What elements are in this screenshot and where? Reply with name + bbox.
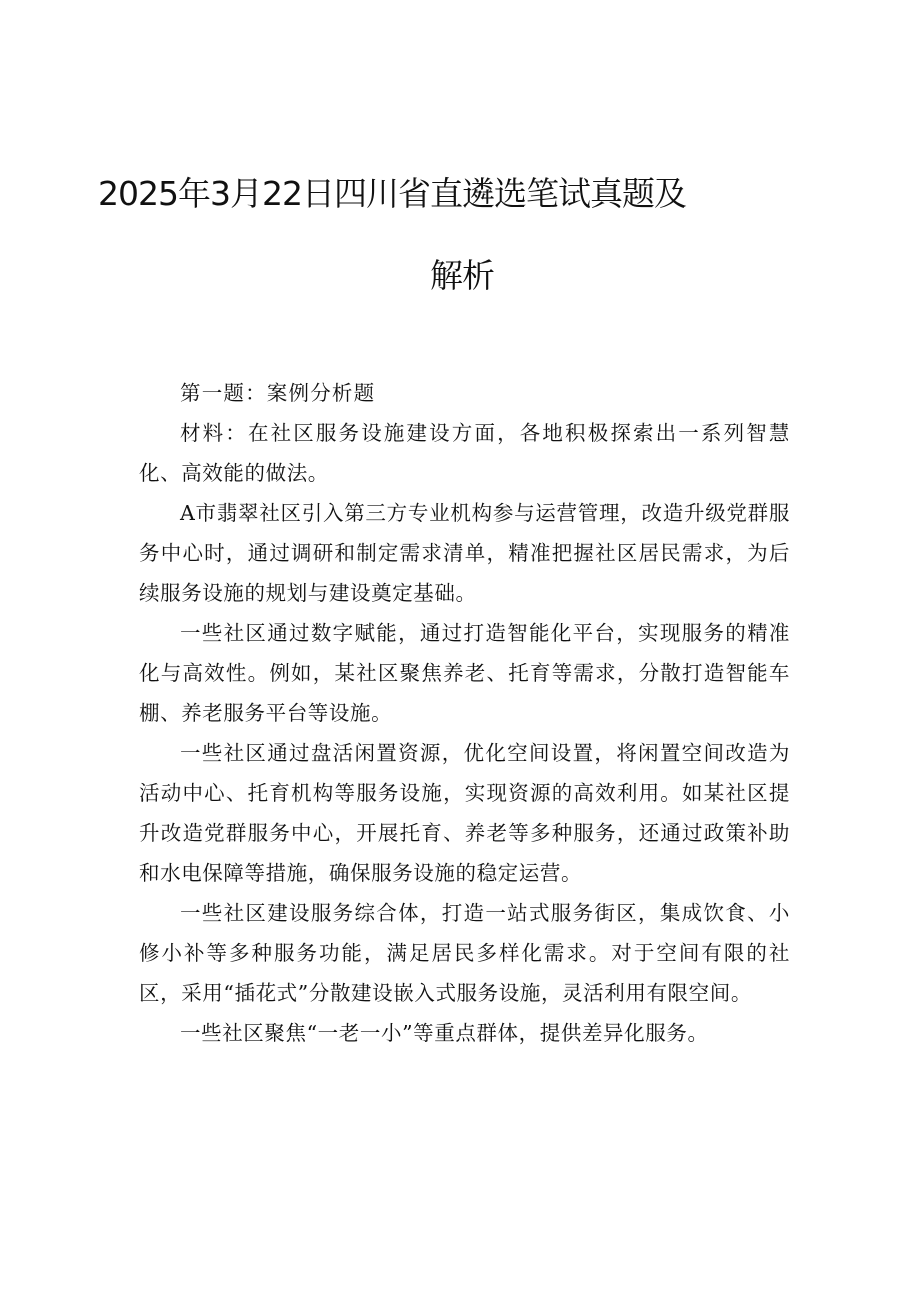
document-body [139,373,790,1053]
paragraph-a-city: A市翡翠社区引入第三方专业机构参与运营管理，改造升级党群服务中心时，通过调研和制定需求清单，精准把握社区居民需求，为后续服务设施的规划与建设奠定基础。 [139,501,790,605]
document-title-line-1: 2025年3月22日四川省直遴选笔试真题及 [98,174,686,213]
paragraph-service-complex: 一些社区建设服务综合体，打造一站式服务街区，集成饮食、小修小补等多种服务功能，满足居民多样化需求。对于空间有限的社区，采用“插花式”分散建设嵌入式服务设施，灵活利用有限空间。 [139,901,790,1005]
paragraph-digital: 一些社区通过数字赋能，通过打造智能化平台，实现服务的精准化与高效性。例如，某社区聚焦养老、托育等需求，分散打造智能车棚、养老服务平台等设施。 [139,621,790,725]
paragraph-idle-resources: 一些社区通过盘活闲置资源，优化空间设置，将闲置空间改造为活动中心、托育机构等服务设施，实现资源的高效利用。如某社区提升改造党群服务中心，开展托育、养老等多种服务，还通过政策补助和水电保障等措施，确保服务设施的稳定运营。 [139,741,790,885]
paragraph-key-groups: 一些社区聚焦“一老一小”等重点群体，提供差异化服务。 [180,1021,709,1045]
paragraph-material-intro: 材料：在社区服务设施建设方面，各地积极探索出一系列智慧化、高效能的做法。 [139,421,790,485]
document-title-line-2: 解析 [430,256,494,295]
question-heading: 第一题：案例分析题 [180,381,376,405]
